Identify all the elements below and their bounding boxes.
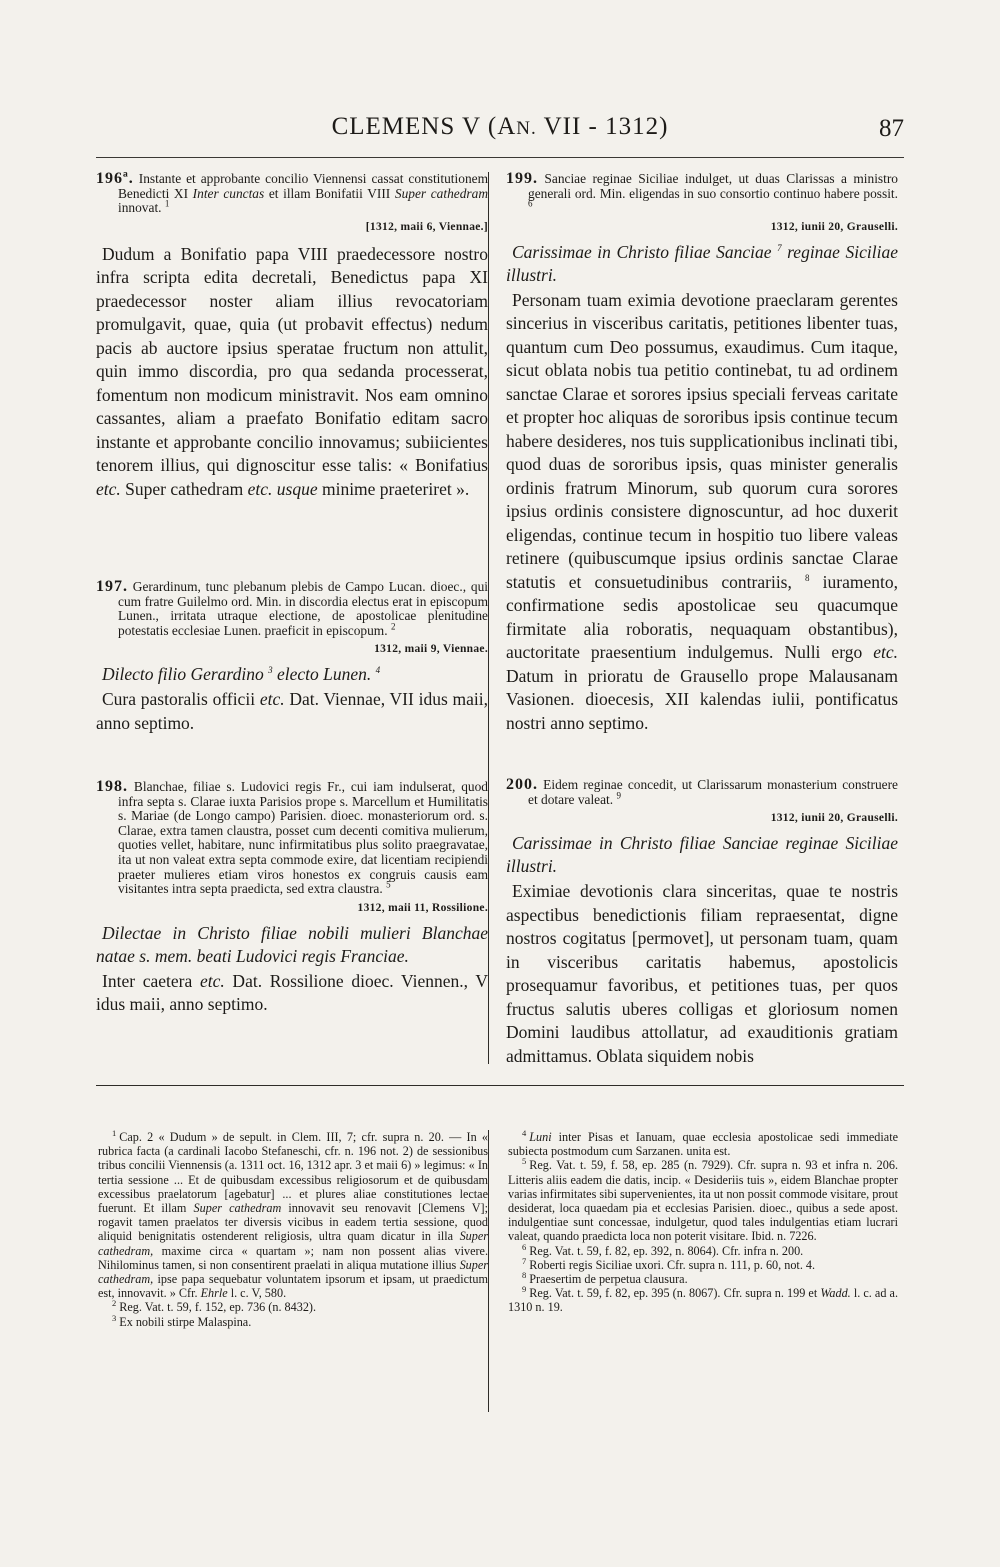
footnote-text: ipse papa sequebatur voluntatem ipsorum et ipsam, ut praedictum est, innovavit. » Cfr.: [98, 1272, 488, 1301]
entry-197-address: [96, 663, 488, 686]
footnote-3: [98, 1312, 488, 1329]
body-text: Dat. Viennae, VII idus maii, anno septimo.: [96, 689, 488, 733]
footnote-ref: 3: [268, 665, 273, 676]
footnote-mark: 8: [522, 1269, 527, 1280]
entry-196-summary: [96, 172, 488, 216]
footnotes-right: [508, 1127, 898, 1315]
footnote-text: Ex nobili stirpe Malaspina.: [119, 1314, 252, 1329]
body-text: Personam tuam eximia devotione praeclaram gerentes sincerius in visceribus caritatis, petitiones libenter tuas, quantum cum Deo possumus, exaudimus. Cum itaque, sicut oblata nobis tua petitio continebat, tu ad ordinem sanctae Clarae et sorores ipsius speciali ferveas caritate et propter hoc aliquas de sororibus ipsis continue tecum habere desideres, nos tuis supplicationibus inclinati tibi, quod duas de sororibus ipsis, quas minister generalis ordinis fratrum Minorum, sub quorum cura sorores ipsius ordinis consistere dignoscuntur, ad hoc duxerit eligendas, continue tecum in hospitio tuo libere valeas retinere (quibuscumque ipsius ordinis sanctae Clarae statutis et consuetudinibus contrariis,: [506, 289, 898, 592]
entry-196: [96, 172, 488, 501]
entry-198-number: 198.: [96, 778, 128, 795]
footnote-ref: 9: [616, 790, 621, 801]
footnote-ref: 1: [164, 198, 170, 209]
footnote-rule: [96, 1085, 904, 1086]
footnote-divider: [488, 1130, 489, 1412]
body-text: minime praeteriret ».: [317, 478, 470, 499]
summary-text: Blanchae, filiae s. Ludovici regis Fr., cui iam indulserat, quod infra septa s. Clarae iuxta Parisios prope s. Marcellum et Humilitatis s. Mariae (de Longo campo) Parisien. dioec. monasteriorum ord. s. Clarae, extra tamen claustra, posset cum decenti comitiva mulierum, quoties vellet, habitare, nunc infirmitatibus plus solito praegravatae, ita ut non valeat extra septa commode exire, dat licentiam recipiendi praeter mulieres etiam viros honestos ex congruis causis eam visitantes intra septa praedicta, sed extra claustra.: [118, 779, 488, 897]
summary-text: Sanciae reginae Siciliae indulget, ut duas Clarissas a ministro generali ord. Min. eligendas in suo consortio continuo habere possit.: [528, 171, 898, 201]
entry-199-number: 199.: [506, 170, 538, 187]
entry-199-summary: [506, 172, 898, 216]
entry-198-body: [96, 970, 488, 1017]
footnote-ref: 2: [390, 621, 396, 632]
running-head-main: CLEMENS V (A: [331, 113, 517, 140]
footnote-text: innovavit seu renovavit [Clemens V]; rogavit tamen praelatos ter diversis vicibus in eadem tertia sessione, quod aliquid benignitatis ostenderent religiosis, ultra quam dicatur in illa: [98, 1201, 488, 1244]
footnote-mark: 4: [522, 1127, 527, 1138]
body-text: Dudum a Bonifatio papa VIII praedecessore nostro infra scripta edita decretali, Benedictus papa XI praedecessor noster aliam illius revocatoriam promulgavit, quae, quia (ut probavit effectus) nedum pacis ab auctore ipsius speratae fructum non attulit, quin immo discordia, pro qua sedanda processerat, fomentum non modicum ministravit. Nos eam omnino cassantes, aliam a praefato Bonifatio editam sacro instante et approbante concilio innovamus; subiicientes tenorem illius, qui dignoscitur esse talis: « Bonifatius: [96, 243, 488, 476]
body-italic: etc.: [873, 642, 898, 663]
address-text: Carissimae in Christo filiae Sanciae: [512, 241, 772, 262]
footnote-mark: 1: [112, 1127, 117, 1138]
footnote-text: Reg. Vat. t. 59, f. 82, ep. 395 (n. 8067). Cfr. supra n. 199 et: [529, 1286, 821, 1301]
footnote-italic: Super cathedram,: [98, 1229, 488, 1258]
footnote-6: [508, 1241, 898, 1258]
footnote-italic: Super cathedram,: [98, 1257, 488, 1287]
footnote-italic: Super cathedram: [193, 1201, 282, 1216]
entry-200-number: 200.: [506, 776, 538, 793]
footnote-7: [508, 1255, 898, 1272]
entry-197-body: [96, 688, 488, 735]
footnote-ref: 5: [386, 879, 391, 890]
entry-196-number: 196ª.: [96, 170, 134, 187]
entry-196-body: [96, 243, 488, 502]
footnote-italic: Wadd.: [820, 1286, 851, 1301]
entry-199-date: 1312, iunii 20, Grauselli.: [770, 220, 898, 233]
summary-text: Gerardinum, tunc plebanum plebis de Campo Lucan. dioec., qui cum fratre Guilelmo ord. Min. in discordia electus erat in episcopum Lunen., irritata utraque electione, de apostolicae plenitudine potestatis ecclesiae Lunen. praeficit in episcopum.: [118, 579, 488, 638]
entry-200-body: Eximiae devotionis clara sinceritas, quae te nostris aspectibus benedictionis filiam repraesentat, digne nostros cogitatus [permovet], ut personam tuam, quam in visceribus caritatis habemus, apostolicis prosequamur favoribus, et petitiones tuas, per quos fructus salutis uberes colligas et gloriosum nomen Domini laudibus attollatur, ad exauditionis gratiam admittamus. Oblata siquidem nobis: [506, 881, 898, 1066]
page-number: 87: [879, 115, 904, 142]
address-text: reginae Siciliae illustri.: [506, 241, 899, 285]
footnote-5: [508, 1158, 898, 1243]
body-italic: etc.: [259, 689, 285, 710]
footnote-text: Reg. Vat. t. 59, f. 152, ep. 736 (n. 8432).: [119, 1300, 317, 1315]
footnote-ref: 7: [777, 242, 782, 253]
entry-197-date: 1312, maii 9, Viennae.: [374, 643, 488, 656]
body-italic: etc. usque: [247, 478, 318, 499]
entry-199-address: [506, 241, 898, 287]
entry-197-summary: [96, 580, 488, 638]
footnote-1: [98, 1127, 488, 1301]
footnote-ref: 8: [805, 572, 810, 583]
summary-italic: Super cathedram: [394, 185, 488, 201]
entry-198-date: 1312, maii 11, Rossilione.: [357, 901, 488, 914]
summary-italic: Inter cunctas: [192, 185, 265, 201]
running-head-smallcaps: N.: [516, 118, 537, 139]
footnote-text: maxime circa « quartam »; nam non possent alias vivere. Nihilominus tamen, si non consentirent praelati in aliqua mutatione illius: [98, 1243, 488, 1272]
entry-197-number: 197.: [96, 578, 128, 595]
entry-200-date: 1312, iunii 20, Grauselli.: [770, 812, 898, 825]
footnote-ref: 4: [375, 665, 381, 676]
entry-200-summary: [506, 778, 898, 807]
footnote-mark: 9: [522, 1284, 527, 1295]
footnote-italic: Luni: [529, 1130, 552, 1144]
footnote-4: [508, 1127, 898, 1159]
page-header: [96, 113, 904, 153]
footnotes-left: [98, 1127, 488, 1329]
summary-text: et illam Bonifatii VIII: [264, 185, 395, 201]
footnote-text: Reg. Vat. t. 59, f. 82, ep. 392, n. 8064). Cfr. infra n. 200.: [529, 1243, 804, 1258]
body-italic: etc.: [96, 478, 121, 499]
footnote-text: l. c. V, 580.: [227, 1286, 287, 1301]
body-text: Inter caetera: [102, 970, 200, 991]
footnote-mark: 6: [522, 1241, 527, 1252]
footnote-text: Praesertim de perpetua clausura.: [529, 1272, 688, 1287]
footnote-mark: 2: [112, 1298, 117, 1309]
entry-196-date: [1312, maii 6, Viennae.]: [365, 220, 488, 233]
footnote-mark: 3: [112, 1312, 117, 1323]
body-text: Super cathedram: [120, 478, 248, 499]
body-text: Dat. Rossilione dioec. Viennen., V idus maii, anno septimo.: [96, 970, 488, 1015]
address-text: Dilecto filio Gerardino: [102, 664, 264, 685]
address-text: electo Lunen.: [272, 664, 372, 685]
summary-text: Eidem reginae concedit, ut Clarissarum monasterium construere et dotare valeat.: [528, 777, 898, 807]
header-rule: [96, 157, 904, 158]
entry-199-body: [506, 289, 898, 736]
entry-200-address: Carissimae in Christo filiae Sanciae reginae Siciliae illustri.: [506, 833, 898, 877]
footnote-text: inter Pisas et Ianuam, quae ecclesia apostolicae sedi immediate subiecta postmodum cum Sarzanen. unita est.: [508, 1130, 898, 1159]
footnote-italic: Ehrle: [200, 1286, 228, 1301]
body-italic: etc.: [199, 970, 225, 991]
body-text: Cura pastoralis officii: [102, 689, 260, 710]
summary-text: innovat.: [118, 200, 162, 216]
footnote-ref: 6: [528, 198, 533, 209]
entry-198-address: Dilectae in Christo filiae nobili mulieri Blanchae natae s. mem. beati Ludovici regis Franciae.: [96, 922, 488, 966]
running-head: [96, 113, 904, 141]
entry-200: [506, 778, 898, 1068]
entry-197: [96, 580, 488, 735]
footnote-2: [98, 1300, 488, 1314]
body-text: Datum in prioratu de Grausello prope Malausanam Vasionen. dioecesis, XII kalendas iulii, pontificatus nostri anno septimo.: [506, 665, 898, 733]
footnote-text: l. c. ad a. 1310 n. 19.: [508, 1286, 898, 1315]
footnote-9: [508, 1286, 898, 1314]
footnote-text: Cap. 2 « Dudum » de sepult. in Clem. III, 7; cfr. supra n. 20. — In « rubrica facta (a cardinali Iacobo Stefaneschi, cfr. n. 196 not. 2) de sessionibus tribus concilii Viennensis (a. 1311 oct. 16, 1312 apr. 3 et maii 6) » legimus: « In tertia sessione ... Et de quibusdam excessibus religiosorum et de quibusdam excessibus praelatorum [agebatur] ... et plures aliae constitutiones lectae fuerunt. Et illam: [98, 1130, 488, 1216]
entry-198-summary: [96, 780, 488, 897]
footnote-text: Reg. Vat. t. 59, f. 58, ep. 285 (n. 7929). Cfr. supra n. 93 et infra n. 206. Litteris aliis eadem die datis, incip. « Desideriis tuis », eidem Blanchae propter varias infirmitates sibi supervenientes, ita ut non possit commode visitare, prout desiderat, loca quaedam pia et ecclesias Parisien. dioec., quibus a sede apost. indulgentiae sunt concessae, indulgetur, quod tales indulgentias etiam lucrari valeat, quando praedicta loca non poterit visitare. Ibid. n. 7226.: [508, 1158, 898, 1244]
footnote-text: Roberti regis Siciliae uxori. Cfr. supra n. 111, p. 60, not. 4.: [529, 1257, 816, 1272]
body-text: iuramento, confirmatione sedis apostolicae seu quacumque firmitate alia roboratis, nequaquam obstantibus), auctoritate praesentium indulgemus. Nulli ergo: [506, 571, 899, 663]
footnote-8: [508, 1269, 898, 1287]
footnote-mark: 7: [522, 1255, 527, 1266]
summary-text: Instante et approbante concilio Viennensi cassat constitutionem Benedicti XI: [118, 171, 488, 201]
entry-199: [506, 172, 898, 735]
entry-198: [96, 780, 488, 1017]
footnote-mark: 5: [522, 1156, 527, 1167]
running-head-rest: VII - 1312): [536, 113, 669, 140]
column-divider: [488, 172, 489, 1064]
